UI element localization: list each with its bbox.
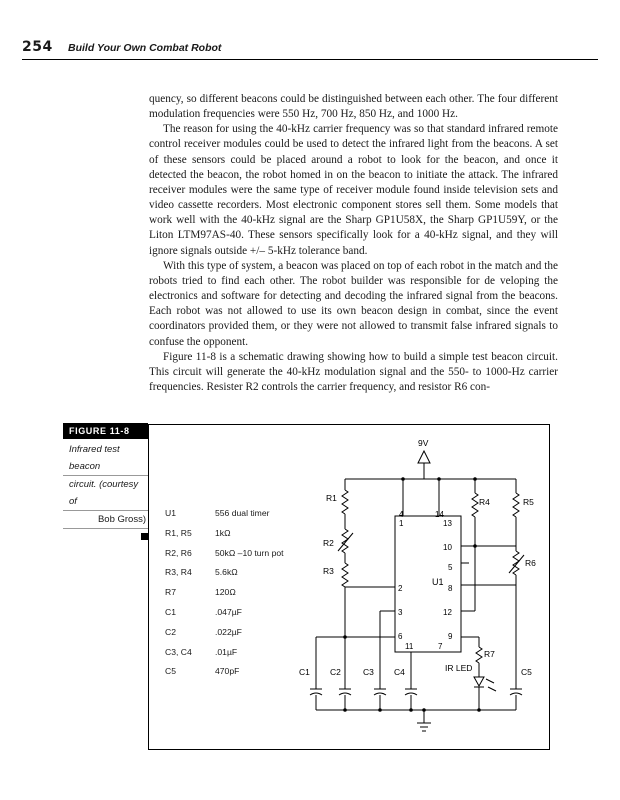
part-ref: R7 <box>165 587 176 598</box>
paragraph: With this type of system, a beacon was placed on top of each robot in the match and the robots tried to find each other. The robot builder was responsible for de veloping the electronics and software for detecting and decoding the infrared signal from the beacons. Each robot was not allowed to use its own beacon design in combat, since the event coordinators provided them, or they were not allowed to transmit false infrared signals to confuse the opponent. <box>149 259 558 348</box>
page-number: 254 <box>22 39 53 55</box>
figure-frame <box>148 424 550 750</box>
pin-label: 7 <box>438 642 443 651</box>
part-ref: C2 <box>165 626 176 637</box>
body-text <box>149 92 558 395</box>
pin-label: 6 <box>398 632 403 641</box>
pin-label: 10 <box>443 543 452 552</box>
pin-label: 13 <box>443 519 452 528</box>
end-square-icon <box>141 533 148 540</box>
part-ref: R1, R5 <box>165 527 192 538</box>
part-value: .022µF <box>215 626 242 637</box>
part-value: .047µF <box>215 606 242 617</box>
figure-caption <box>63 423 148 540</box>
pin-label: 12 <box>443 608 452 617</box>
part-value: .01µF <box>215 646 238 657</box>
label-ir-led: IR LED <box>445 663 473 673</box>
pin-label: 11 <box>405 642 414 651</box>
figure-label: FIGURE 11-8 <box>63 423 148 439</box>
paragraph: The reason for using the 40-kHz carrier frequency was so that standard infrared remote control receiver modules could be used to detect the infrared light from the beacons. A set of these sensors could be placed around a robot to look for the beacon, and once it detected the beacon, the robot homed in on the beacon to initiate the attack. The infrared receiver modules were the same type of receiver module found inside television sets and video cassette recorders. Most electronic component stores sell them. Some models that work well with the 40-kHz signal are the Sharp GP1U58X, the Sharp GP1U59Y, or the Liton LTM97AS-40. These sensors specifically look for a 40-kHz signal, and they will ignore signals outside +/– 5-kHz tolerance band. <box>149 123 558 257</box>
supply-arrow <box>418 451 430 463</box>
part-value: 556 dual timer <box>215 508 270 518</box>
ir-led-icon <box>474 677 484 686</box>
pin-label: 14 <box>435 510 444 519</box>
pin-label: 1 <box>399 519 404 528</box>
caption-line: circuit. (courtesy of <box>63 476 148 511</box>
caption-line: Bob Gross) <box>63 511 148 529</box>
pin-label: 8 <box>448 584 453 593</box>
pin-label: 2 <box>398 584 403 593</box>
part-ref: C3, C4 <box>165 646 192 657</box>
label-r1: R1 <box>326 493 337 503</box>
header-rule <box>22 59 598 60</box>
part-ref: C1 <box>165 606 176 617</box>
label-c2: C2 <box>330 667 341 677</box>
pot-r6 <box>513 551 519 575</box>
part-value: 120Ω <box>215 587 236 598</box>
resistor-r7 <box>476 647 482 663</box>
part-ref: R3, R4 <box>165 567 192 578</box>
part-ref: U1 <box>165 508 176 518</box>
resistor-r1 <box>342 490 348 514</box>
schematic-diagram <box>149 425 548 748</box>
label-c1: C1 <box>299 667 310 677</box>
resistor-r3 <box>342 563 348 587</box>
part-ref: R2, R6 <box>165 547 192 558</box>
label-r4: R4 <box>479 497 490 507</box>
pin-label: 9 <box>448 632 453 641</box>
paragraph: Figure 11-8 is a schematic drawing showing how to build a simple test beacon circuit. This circuit will generate the 40-kHz modulation signal and the 550- to 1000-Hz carrier frequencies. Resister R2 controls the carrier frequency, and resistor R6 con- <box>149 350 558 393</box>
label-r3: R3 <box>323 566 334 576</box>
part-ref: C5 <box>165 666 176 677</box>
resistor-r5 <box>513 493 519 517</box>
label-u1: U1 <box>432 577 444 587</box>
pot-r2 <box>342 529 348 553</box>
part-value: 50kΩ –10 turn pot <box>215 547 284 558</box>
label-r5: R5 <box>523 497 534 507</box>
label-r6: R6 <box>525 558 536 568</box>
part-value: 470pF <box>215 666 240 677</box>
label-r7: R7 <box>484 649 495 659</box>
book-title: Build Your Own Combat Robot <box>68 42 222 54</box>
caption-line: Infrared test beacon <box>63 441 148 476</box>
pin-label: 4 <box>399 510 404 519</box>
label-9v: 9V <box>418 438 429 448</box>
pin-label: 5 <box>448 563 453 572</box>
pin-label: 3 <box>398 608 403 617</box>
running-head <box>22 38 598 58</box>
label-c3: C3 <box>363 667 374 677</box>
label-r2: R2 <box>323 538 334 548</box>
label-c4: C4 <box>394 667 405 677</box>
label-c5: C5 <box>521 667 532 677</box>
part-value: 1kΩ <box>215 527 231 538</box>
resistor-r4 <box>472 493 478 517</box>
paragraph: quency, so different beacons could be distinguished between each other. The four different modulation frequencies were 550 Hz, 700 Hz, 850 Hz, and 1000 Hz. <box>149 93 558 121</box>
part-value: 5.6kΩ <box>215 567 238 578</box>
